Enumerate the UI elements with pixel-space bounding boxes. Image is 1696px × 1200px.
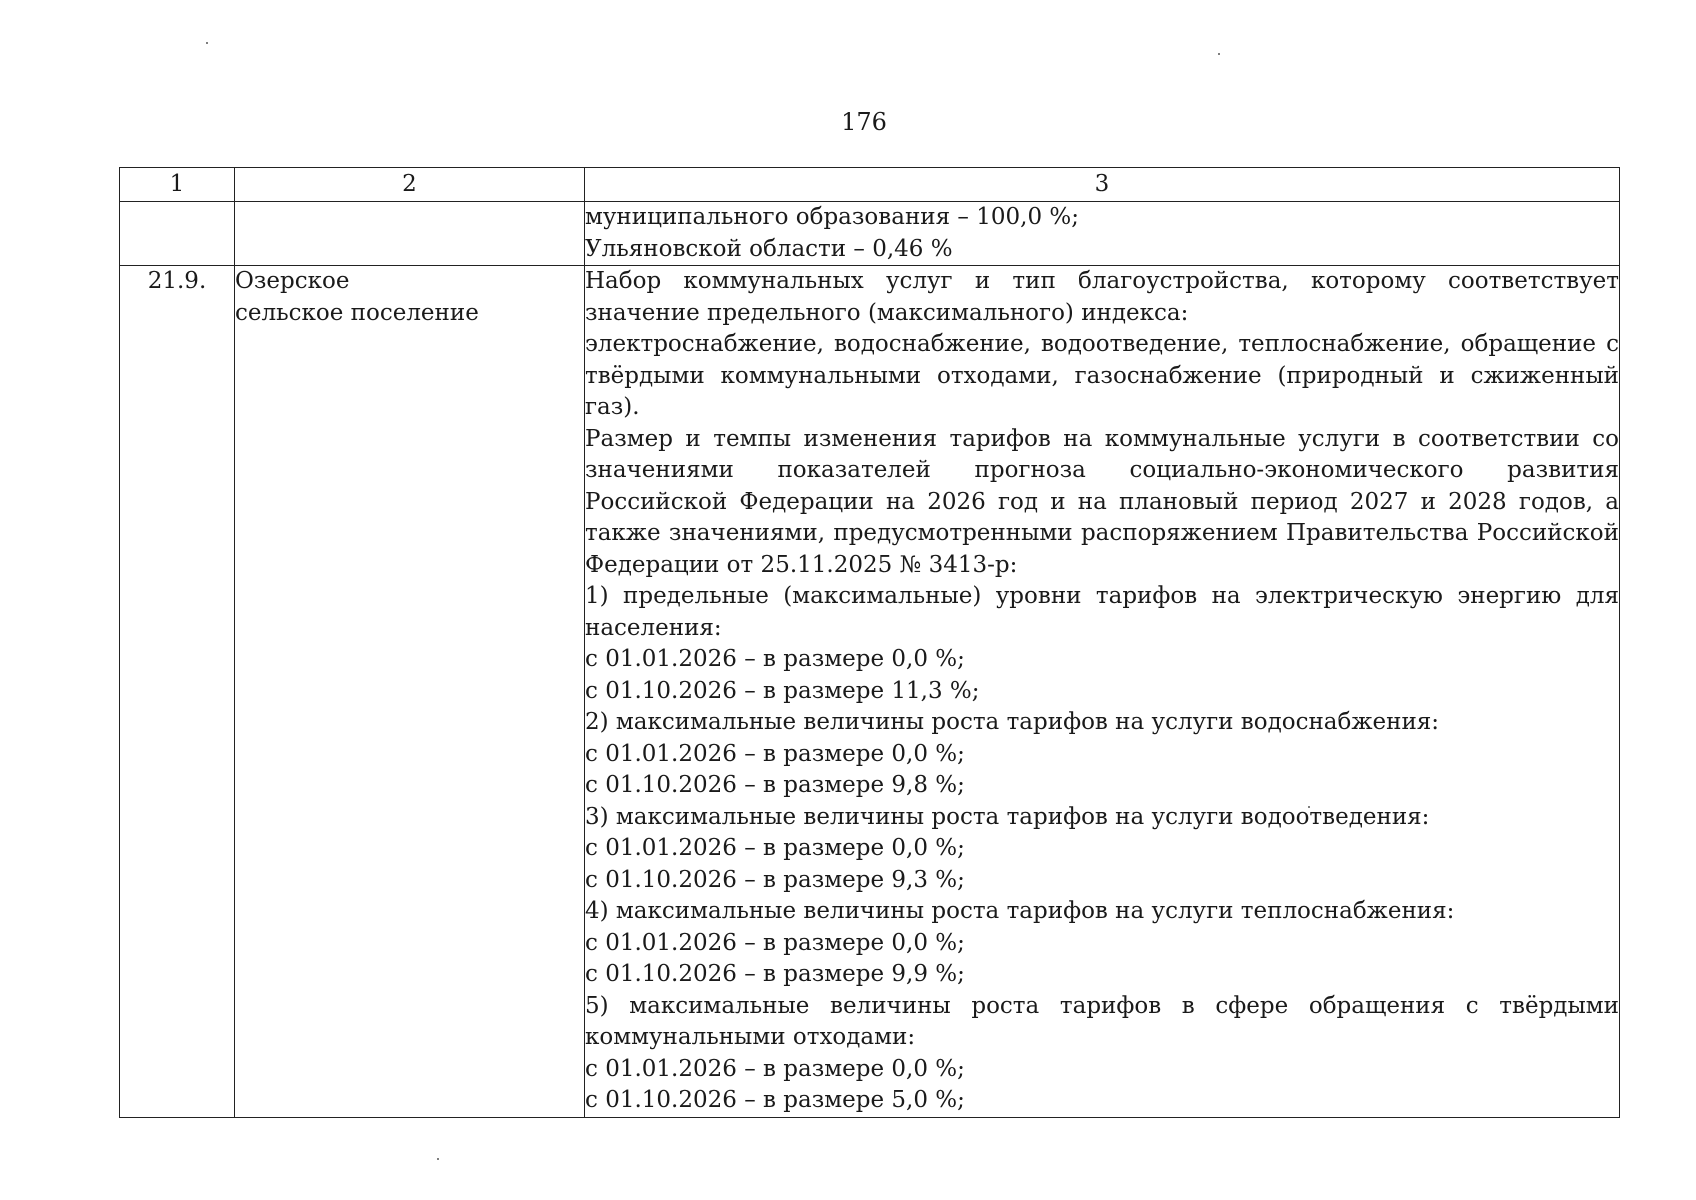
list-item: с 01.10.2026 – в размере 9,9 %; — [585, 961, 965, 987]
row-number: 21.9. — [120, 266, 235, 1118]
continuation-content — [585, 202, 1620, 266]
list-item-title: 3) максимальные величины роста тарифов на услуги водоотведения: — [585, 803, 1430, 830]
name-line: сельское поселение — [235, 299, 479, 326]
text-line: Ульяновской области – 0,46 % — [585, 235, 953, 262]
column-header-3: 3 — [585, 168, 1620, 202]
list-item: с 01.10.2026 – в размере 5,0 %; — [585, 1087, 965, 1113]
list-item-title: 5) максимальные величины роста тарифов в сфере обращения с твёрдыми коммунальными отходами: — [585, 992, 1619, 1050]
column-header-1: 1 — [120, 168, 235, 202]
column-header-2: 2 — [235, 168, 585, 202]
page-number: 176 — [841, 108, 887, 136]
list-item: с 01.10.2026 – в размере 11,3 %; — [585, 677, 980, 704]
header-row — [120, 168, 1620, 202]
tariff-table — [119, 167, 1620, 1118]
list-item-title: 4) максимальные величины роста тарифов на услуги теплоснабжения: — [585, 898, 1455, 924]
paragraph: Набор коммунальных услуг и тип благоустройства, которому соответствует значение предельного (максимального) индекса: — [585, 268, 1619, 326]
paragraph: Размер и темпы изменения тарифов на коммунальные услуги в соответствии со значениями показателей прогноза социально-экономического развития Российской Федерации на 2026 год и на плановый период 2027 и 2028 годов, а также значениями, предусмотренными распоряжением Правительства Российской Федерации от 25.11.2025 № 3413-р: — [585, 425, 1619, 578]
list-item-title: 2) максимальные величины роста тарифов на услуги водоснабжения: — [585, 709, 1440, 735]
list-item: с 01.01.2026 – в размере 0,0 %; — [585, 1055, 965, 1082]
continuation-row — [120, 202, 1620, 266]
list-item-title: 1) предельные (максимальные) уровни тарифов на электрическую энергию для населения: — [585, 583, 1619, 641]
scan-speck — [206, 42, 208, 44]
empty-cell — [120, 202, 235, 266]
list-item: с 01.01.2026 – в размере 0,0 %; — [585, 740, 965, 767]
settlement-name — [235, 266, 585, 1118]
list-item: с 01.01.2026 – в размере 0,0 %; — [585, 646, 965, 672]
row-content — [585, 266, 1620, 1118]
list-item: с 01.10.2026 – в размере 9,3 %; — [585, 866, 965, 893]
list-item: с 01.01.2026 – в размере 0,0 %; — [585, 835, 965, 861]
empty-cell — [235, 202, 585, 266]
scan-speck — [1218, 53, 1220, 55]
paragraph: электроснабжение, водоснабжение, водоотведение, теплоснабжение, обращение с твёрдыми коммунальными отходами, газоснабжение (природный и сжиженный газ). — [585, 331, 1619, 420]
table-row — [120, 266, 1620, 1118]
list-item: с 01.01.2026 – в размере 0,0 %; — [585, 929, 965, 956]
scan-speck — [437, 1158, 439, 1160]
name-line: Озерское — [235, 268, 350, 294]
list-item: с 01.10.2026 – в размере 9,8 %; — [585, 772, 965, 798]
text-line: муниципального образования – 100,0 %; — [585, 204, 1079, 230]
